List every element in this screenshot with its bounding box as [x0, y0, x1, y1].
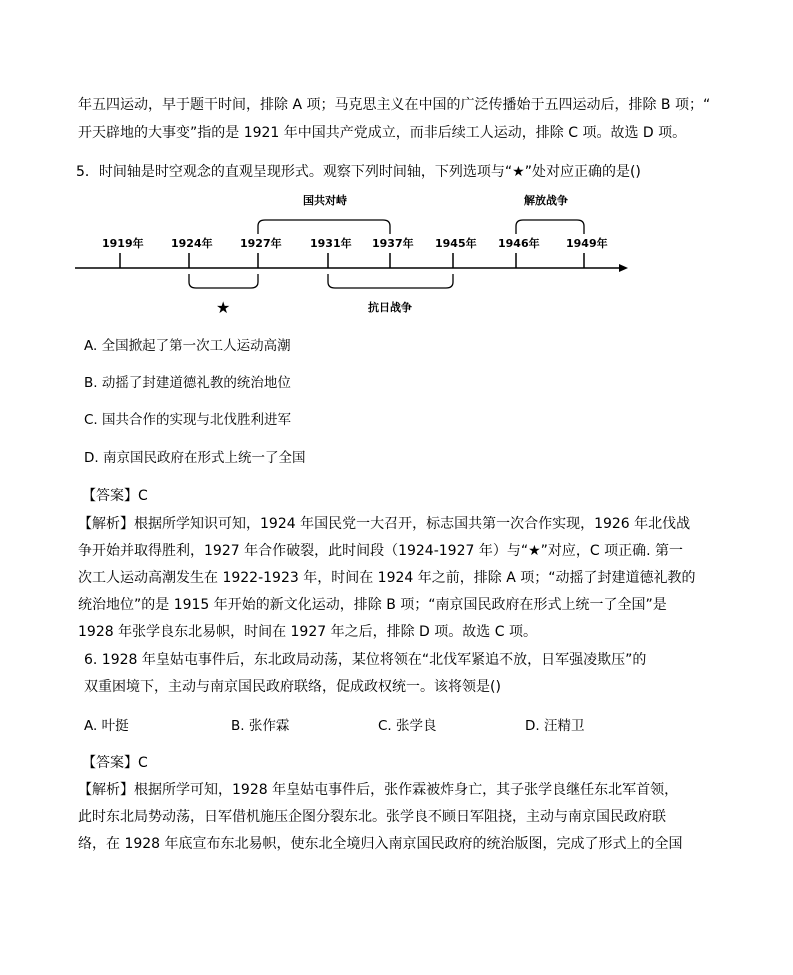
- prev-explanation-line-1: 年五四运动，早于题干时间，排除 A 项；马克思主义在中国的广泛传播始于五四运动后，排除 B 项；“: [78, 97, 711, 113]
- q5-option-d: D. 南京国民政府在形式上统一了全国: [84, 450, 306, 466]
- timeline-figure: [0, 0, 793, 330]
- star-icon: ★: [216, 298, 231, 317]
- year-label: 1949年: [566, 237, 608, 250]
- brace-star-period: [189, 274, 258, 288]
- q6-stem-line-2: 双重困境下，主动与南京国民政府联络，促成政权统一。该将领是(): [84, 679, 501, 695]
- q5-analysis-line-4: 统治地位”的是 1915 年开始的新文化运动，排除 B 项；“南京国民政府在形式上统一了全国”是: [78, 597, 667, 613]
- q5-analysis-line-3: 次工人运动高潮发生在 1922-1923 年，时间在 1924 年之前，排除 A 项；“动摇了封建道德礼教的: [78, 570, 696, 586]
- prev-explanation-line-2: 开天辟地的大事变”指的是 1921 年中国共产党成立，而非后续工人运动，排除 C 项。故选 D 项。: [78, 125, 687, 141]
- brace-liberation-war: [516, 220, 584, 234]
- year-label: 1937年: [372, 237, 414, 250]
- q6-analysis-line-2: 此时东北局势动荡，日军借机施压企图分裂东北。张学良不顾日军阻挠，主动与南京国民政府联: [78, 809, 666, 825]
- q5-answer: 【答案】C: [82, 488, 148, 504]
- q6-analysis-line-1: 【解析】根据所学可知，1928 年皇姑屯事件后，张作霖被炸身亡，其子张学良继任东北军首领，: [78, 782, 679, 798]
- q5-analysis-line-2: 争开始并取得胜利，1927 年合作破裂，此时间段（1924-1927 年）与“★”对应，C 项正确. 第一: [78, 543, 684, 559]
- year-label: 1919年: [102, 237, 144, 250]
- q6-option-b: B. 张作霖: [231, 718, 290, 734]
- year-label: 1945年: [435, 237, 477, 250]
- q5-analysis-line-1: 【解析】根据所学知识可知，1924 年国民党一大召开，标志国共第一次合作实现，1926 年北伐战: [78, 516, 691, 532]
- q6-option-c: C. 张学良: [378, 718, 437, 734]
- year-label: 1927年: [240, 237, 282, 250]
- year-label: 1946年: [498, 237, 540, 250]
- q6-option-a: A. 叶挺: [84, 718, 129, 734]
- q5-option-b: B. 动摇了封建道德礼教的统治地位: [84, 375, 291, 391]
- brace-kmt-cpc-confrontation: [258, 220, 390, 234]
- year-label: 1924年: [171, 237, 213, 250]
- q5-analysis-line-5: 1928 年张学良东北易帜，时间在 1927 年之后，排除 D 项。故选 C 项。: [78, 624, 537, 640]
- timeline-arrow: [619, 264, 628, 272]
- q5-option-c: C. 国共合作的实现与北伐胜利进军: [84, 412, 292, 428]
- label-liberation-war: 解放战争: [524, 194, 568, 207]
- q6-analysis-line-3: 络，在 1928 年底宣布东北易帜，使东北全境归入南京国民政府的统治版图，完成了形式上的全国: [78, 836, 683, 852]
- q6-option-d: D. 汪精卫: [525, 718, 585, 734]
- year-label: 1931年: [310, 237, 352, 250]
- q5-stem: 5．时间轴是时空观念的直观呈现形式。观察下列时间轴，下列选项与“★”处对应正确的是(): [76, 164, 641, 180]
- q6-answer: 【答案】C: [82, 755, 148, 771]
- brace-anti-japanese-war: [328, 274, 453, 288]
- q6-stem-line-1: 6. 1928 年皇姑屯事件后，东北政局动荡，某位将领在“北伐军紧追不放，日军强凌欺压”的: [84, 652, 647, 668]
- label-anti-japanese-war: 抗日战争: [368, 301, 412, 314]
- q5-option-a: A. 全国掀起了第一次工人运动高潮: [84, 338, 291, 354]
- label-kmt-cpc-confrontation: 国共对峙: [303, 194, 347, 207]
